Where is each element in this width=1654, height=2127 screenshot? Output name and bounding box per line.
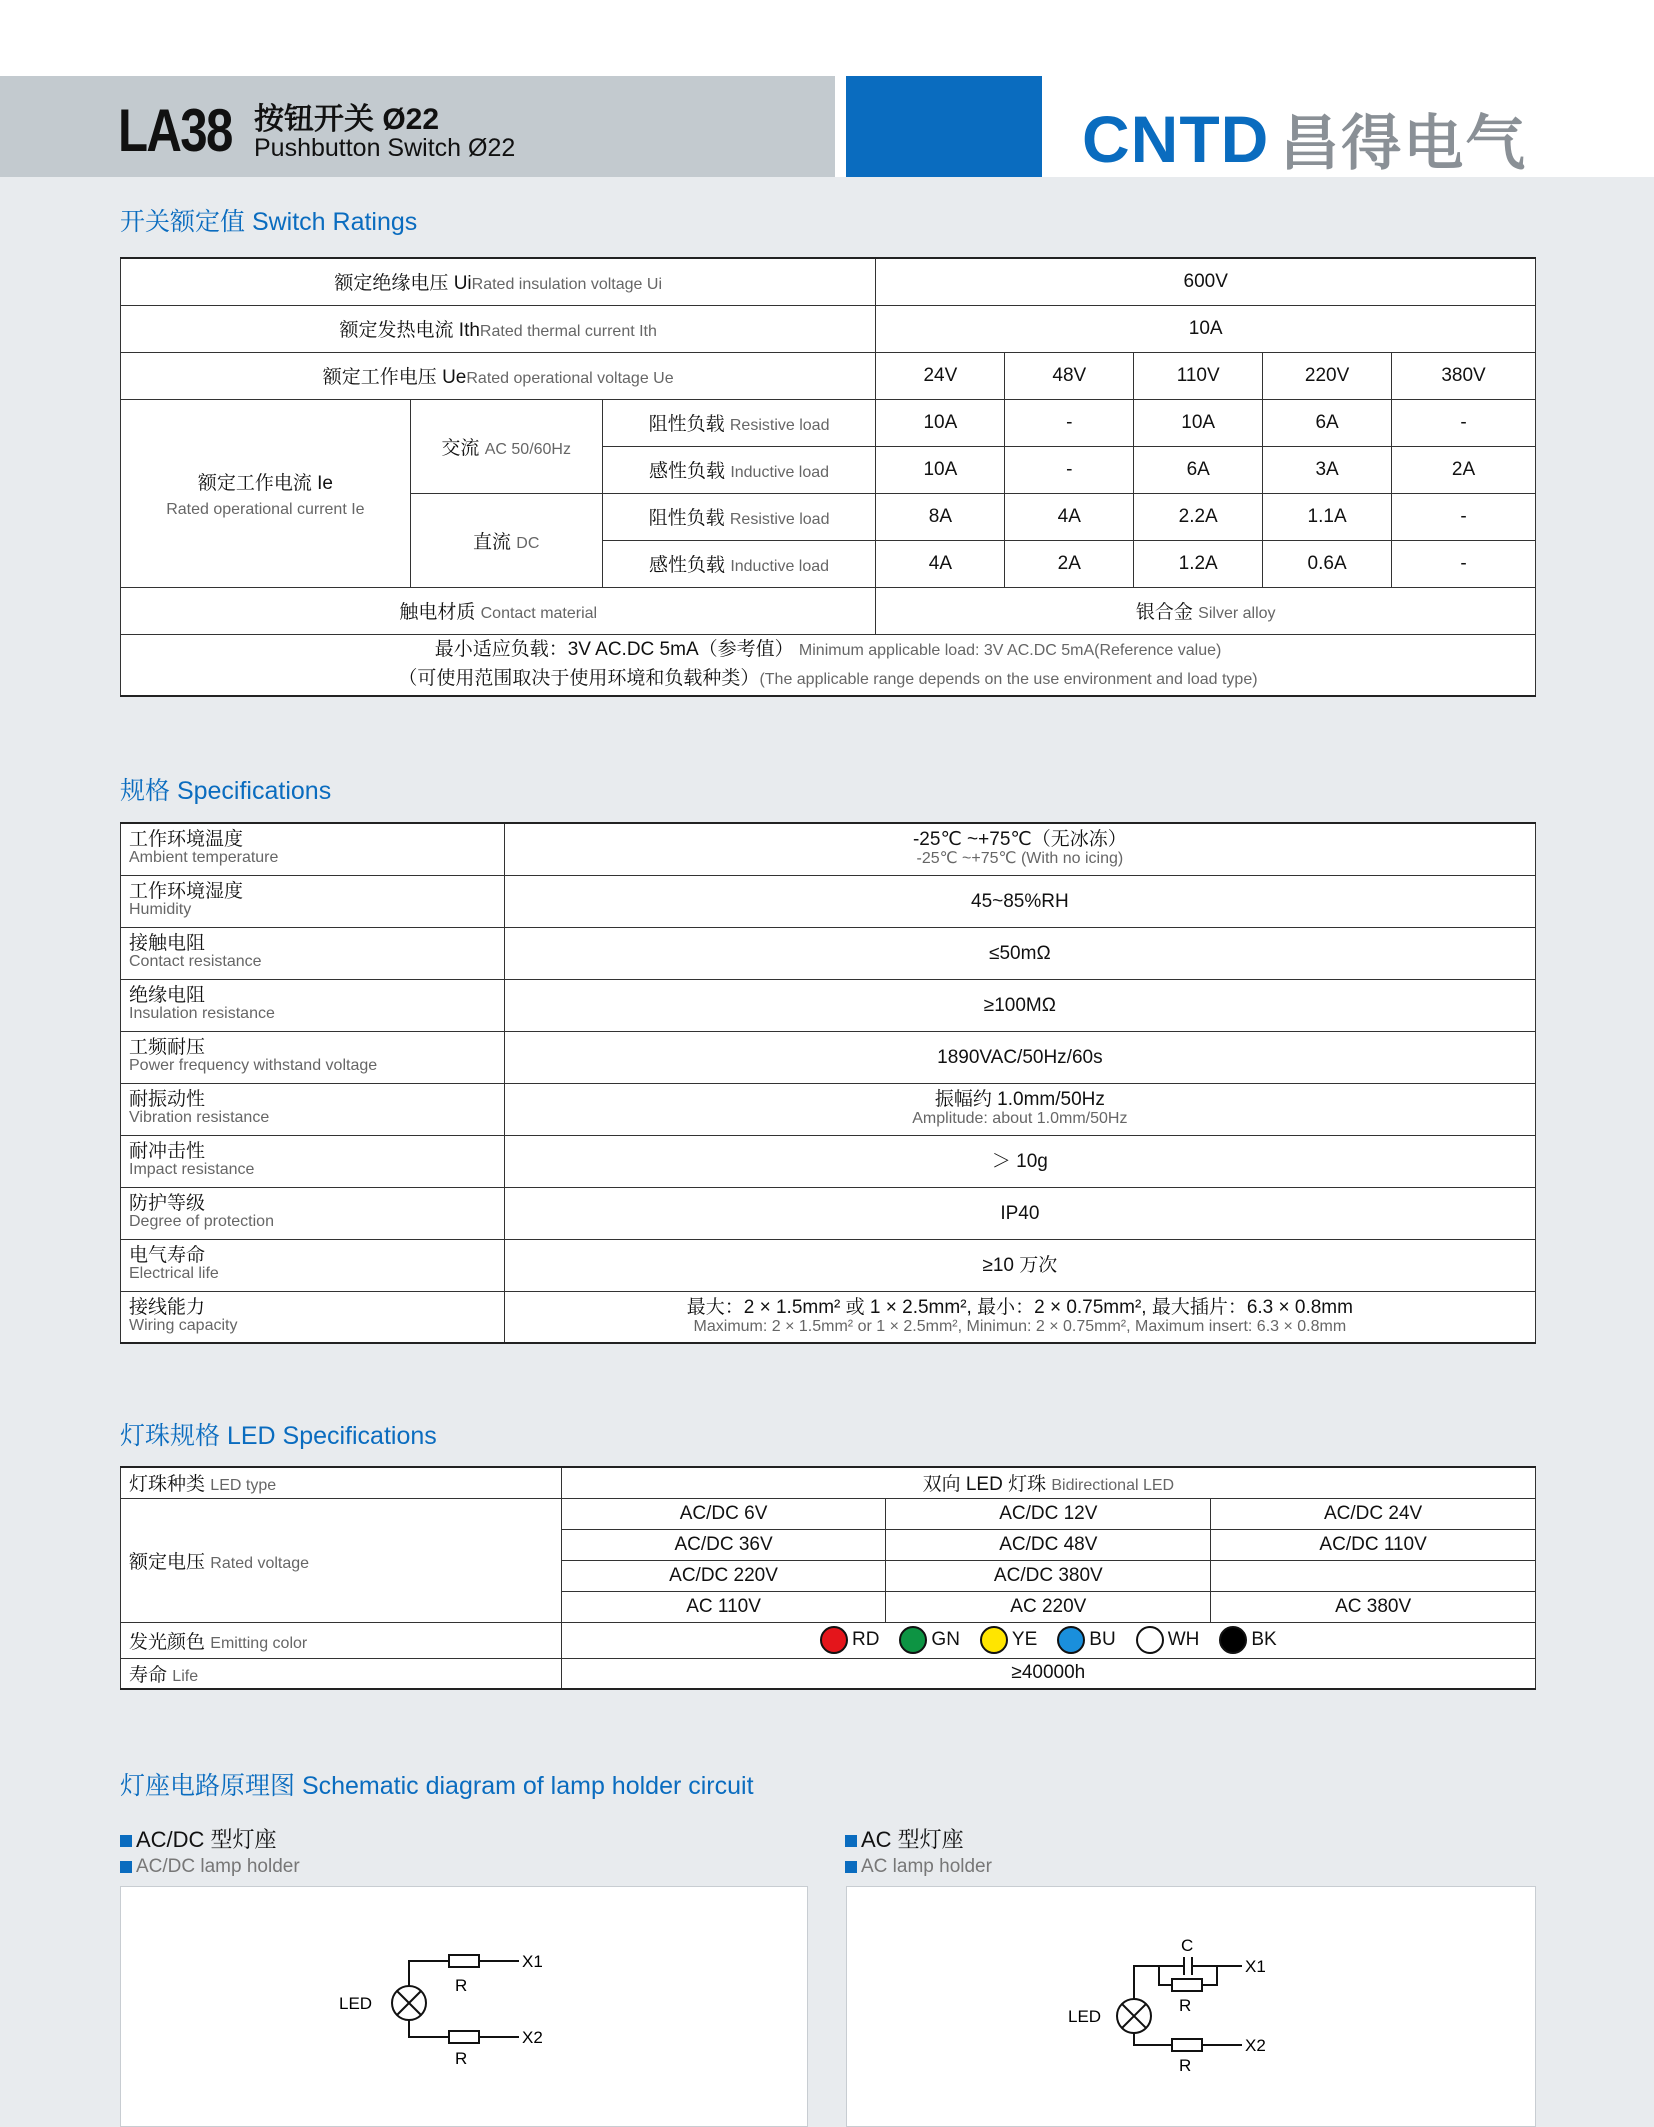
header-accent [846, 76, 1042, 177]
top-margin [0, 0, 1654, 76]
resistor-symbol [1172, 1979, 1202, 1991]
color-swatch [1057, 1626, 1085, 1654]
table-row [121, 1031, 1536, 1083]
resistor-label: R [455, 2049, 468, 2068]
spec-value: 45~85%RH [504, 875, 1535, 927]
table-row [121, 1239, 1536, 1291]
product-title-en: Pushbutton Switch Ø22 [254, 134, 516, 162]
spec-value: IP40 [504, 1187, 1535, 1239]
table-row: 额定工作电流 Ie Rated operational current Ie 交流 AC 50/60Hz 阻性负载 Resistive load 10A - 10A 6A - [121, 399, 1536, 446]
spec-value: ≥10 万次 [504, 1239, 1535, 1291]
table-row [121, 1083, 1536, 1135]
acdc-schematic-box [120, 1886, 808, 2127]
table-row: 感性负载 Inductive load 10A - 6A 3A 2A [121, 446, 1536, 493]
section-title-specs: 规格 Specifications [120, 777, 332, 805]
table-row: 感性负载 Inductive load 4A 2A 1.2A 0.6A - [121, 540, 1536, 587]
emitting-colors [561, 1622, 1535, 1658]
subtitle-acdc: AC/DC 型灯座 [120, 1823, 277, 1854]
ratings-table [120, 257, 1536, 697]
terminal-x1: X1 [522, 1952, 543, 1971]
spec-value: 振幅约 1.0mm/50Hz Amplitude: about 1.0mm/50Hz [504, 1083, 1535, 1135]
spec-label: 工作环境湿度 Humidity [121, 875, 505, 927]
spec-value: 1890VAC/50Hz/60s [504, 1031, 1535, 1083]
table-row [121, 1135, 1536, 1187]
table-row: 额定发热电流 IthRated thermal current Ith 10A [121, 305, 1536, 352]
table-row: 额定绝缘电压 UiRated insulation voltage Ui 600V [121, 258, 1536, 305]
table-row: AC/DC 36V AC/DC 48V AC/DC 110V [121, 1529, 1536, 1560]
spec-label: 耐振动性 Vibration resistance [121, 1083, 505, 1135]
subtitle-ac: AC 型灯座 [845, 1823, 964, 1854]
section-title-schematic: 灯座电路原理图 Schematic diagram of lamp holder circuit [120, 1772, 754, 1800]
specifications-table [120, 822, 1536, 1344]
table-row [121, 1187, 1536, 1239]
logo-en: CNTD [1082, 102, 1270, 176]
spec-label: 绝缘电阻 Insulation resistance [121, 979, 505, 1031]
table-row [121, 927, 1536, 979]
resistor-label: R [1179, 1996, 1192, 2015]
spec-value: ≥100MΩ [504, 979, 1535, 1031]
table-row: 寿命 Life ≥40000h [121, 1658, 1536, 1689]
led-label: LED [1068, 2007, 1102, 2026]
color-rd: RD [820, 1626, 879, 1654]
color-bk: BK [1219, 1626, 1276, 1654]
spec-label: 电气寿命 Electrical life [121, 1239, 505, 1291]
spec-label: 耐冲击性 Impact resistance [121, 1135, 505, 1187]
led-label: LED [339, 1994, 373, 2013]
table-row: 直流 DC 阻性负载 Resistive load 8A 4A 2.2A 1.1A - [121, 493, 1536, 540]
spec-value: 最大：2 × 1.5mm² 或 1 × 2.5mm², 最小：2 × 0.75mm², 最大插片：6.3 × 0.8mm Maximum: 2 × 1.5mm² or 1 × 2.5mm², Minimun: 2 × 0.75mm², Maximum insert: 6.3 × 0.8mm [504, 1291, 1535, 1343]
table-row: AC 110V AC 220V AC 380V [121, 1591, 1536, 1622]
color-swatch [1136, 1626, 1164, 1654]
product-title-cn: 按钮开关 Ø22 [254, 103, 440, 136]
terminal-x2: X2 [1245, 2036, 1266, 2055]
logo-cn: 昌得电气 [1279, 110, 1528, 177]
spec-label: 接触电阻 Contact resistance [121, 927, 505, 979]
model-number: LA38 [118, 97, 232, 164]
spec-label: 接线能力 Wiring capacity [121, 1291, 505, 1343]
spec-label: 工作环境温度 Ambient temperature [121, 823, 505, 875]
section-title-led: 灯珠规格 LED Specifications [120, 1422, 437, 1450]
table-row [121, 875, 1536, 927]
resistor-symbol [449, 2031, 479, 2043]
table-row: 最小适应负载：3V AC.DC 5mA（参考值） Minimum applicable load: 3V AC.DC 5mA(Reference value) （可使用范围取决于使用环境和负载种类）(The applicable range depends on the use environment and load type) [121, 634, 1536, 696]
ac-schematic-box [846, 1886, 1536, 2127]
table-row [121, 1291, 1536, 1343]
spec-value: -25℃ ~+75℃（无冰冻） -25℃ ~+75℃ (With no icing) [504, 823, 1535, 875]
color-ye: YE [980, 1626, 1037, 1654]
table-row: 灯珠种类 LED type 双向 LED 灯珠 Bidirectional LED [121, 1467, 1536, 1498]
color-wh: WH [1136, 1626, 1200, 1654]
resistor-label: R [455, 1976, 468, 1995]
color-swatch [820, 1626, 848, 1654]
color-swatch [980, 1626, 1008, 1654]
led-table [120, 1466, 1536, 1690]
resistor-label: R [1179, 2056, 1192, 2075]
subtitle-ac-en: AC lamp holder [845, 1856, 992, 1878]
table-row [121, 823, 1536, 875]
table-row: 额定工作电压 UeRated operational voltage Ue 24V 48V 110V 220V 380V [121, 352, 1536, 399]
spec-label: 防护等级 Degree of protection [121, 1187, 505, 1239]
acdc-circuit-diagram [121, 1887, 809, 2127]
resistor-symbol [449, 1955, 479, 1967]
table-row: 发光颜色 Emitting color RD GN YE BU WH BK [121, 1622, 1536, 1658]
table-row: 额定电压 Rated voltage AC/DC 6V AC/DC 12V AC/DC 24V [121, 1498, 1536, 1529]
spec-value: ≤50mΩ [504, 927, 1535, 979]
spec-label: 工频耐压 Power frequency withstand voltage [121, 1031, 505, 1083]
terminal-x1: X1 [1245, 1957, 1266, 1976]
table-row [121, 979, 1536, 1031]
table-row: AC/DC 220V AC/DC 380V [121, 1560, 1536, 1591]
ac-circuit-diagram [847, 1887, 1537, 2127]
subtitle-acdc-en: AC/DC lamp holder [120, 1856, 300, 1878]
brand-logo [1082, 96, 1527, 182]
color-swatch [1219, 1626, 1247, 1654]
terminal-x2: X2 [522, 2028, 543, 2047]
color-swatch [899, 1626, 927, 1654]
resistor-symbol [1172, 2039, 1202, 2051]
spec-value: ＞ 10g [504, 1135, 1535, 1187]
color-bu: BU [1057, 1626, 1115, 1654]
color-gn: GN [899, 1626, 960, 1654]
capacitor-label: C [1181, 1936, 1194, 1955]
table-row: 触电材质 Contact material 银合金 Silver alloy [121, 587, 1536, 634]
section-title-ratings: 开关额定值 Switch Ratings [120, 208, 418, 236]
